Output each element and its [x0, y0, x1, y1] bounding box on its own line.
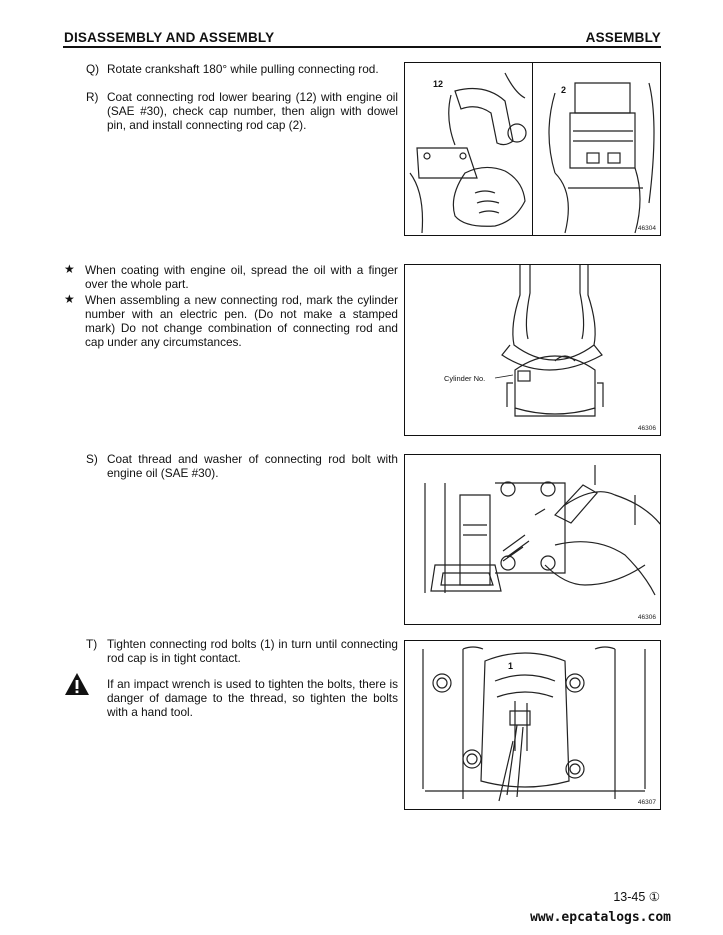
step-label: S) [86, 452, 98, 466]
callout-2: 2 [561, 85, 567, 95]
star-icon: ★ [64, 262, 75, 276]
warning-text [107, 677, 398, 719]
step-label: T) [86, 637, 98, 651]
step-label: R) [86, 90, 99, 104]
figure-46306-oil-coating [404, 454, 661, 625]
callout-1: 1 [508, 661, 514, 671]
callout-12: 12 [433, 79, 444, 89]
warning-triangle-icon [64, 672, 90, 696]
star-icon: ★ [64, 292, 75, 306]
figure-number: 46306 [637, 425, 656, 432]
step-text: Tighten connecting rod bolts (1) in turn until connecting rod cap is in tight contact. [107, 637, 398, 666]
figure-46306-cylinder-number [404, 264, 661, 436]
note-text: When assembling a new connecting rod, mark the cylinder number with an electric pen. (Do not make a stamped mark) Do not change combination of connecting rod and cap under any circumstances. [85, 293, 398, 349]
step-text: Rotate crankshaft 180° while pulling connecting rod. [107, 62, 379, 76]
page-number: 13-45 ① [613, 890, 660, 904]
figure-46307-illustration [405, 641, 661, 810]
watermark: www.epcatalogs.com [530, 910, 671, 925]
figure-number: 46307 [637, 799, 656, 806]
step-text: Coat connecting rod lower bearing (12) with engine oil (SAE #30), check cap number, then align with dowel pin, and install connecting rod cap (2). [107, 90, 398, 133]
header-rule [63, 46, 661, 48]
note-text: When coating with engine oil, spread the oil with a finger over the whole part. [85, 263, 398, 291]
step-label: Q) [86, 62, 100, 76]
header-subsection-title: ASSEMBLY [585, 30, 661, 45]
figure-number: 46304 [637, 225, 656, 232]
figure-oil-coating-illustration [405, 455, 661, 625]
step-text: Coat thread and washer of connecting rod bolt with engine oil (SAE #30). [107, 452, 398, 481]
figure-number: 46306 [637, 614, 656, 621]
header-section-title: DISASSEMBLY AND ASSEMBLY [64, 30, 275, 45]
figure-46304-illustration [405, 63, 661, 236]
cylinder-number-label: Cylinder No. [444, 374, 486, 383]
warning-body: If an impact wrench is used to tighten the bolts, there is danger of damage to the thread, so tighten the bolts with a hand tool. [107, 677, 398, 719]
figure-cylinder-mark-illustration [405, 265, 661, 436]
figure-46304 [404, 62, 661, 236]
figure-46307 [404, 640, 661, 810]
